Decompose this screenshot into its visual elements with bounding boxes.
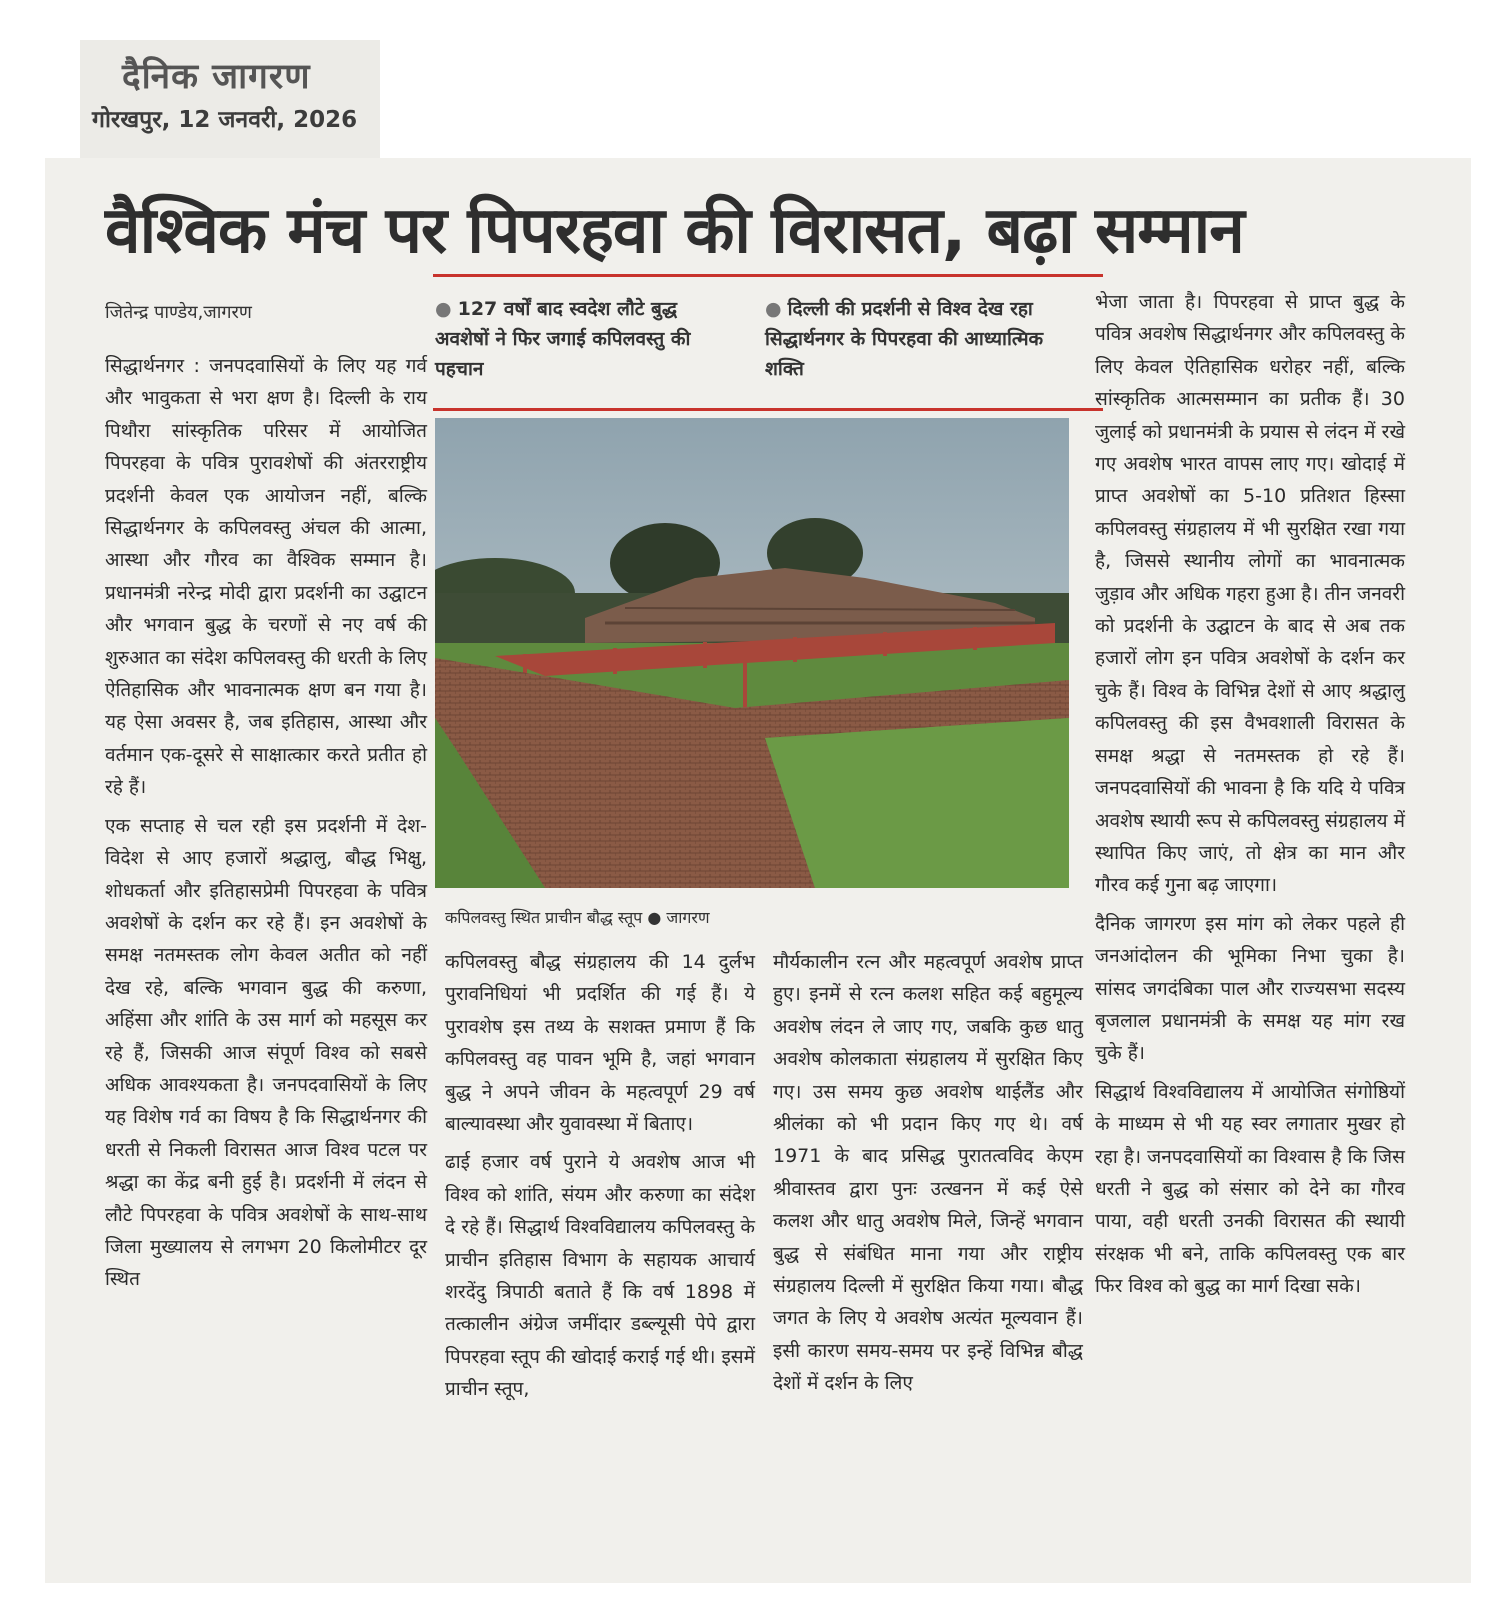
- paragraph: एक सप्ताह से चल रही इस प्रदर्शनी में देश-विदेश से आए हजारों श्रद्धालु, बौद्ध भिक्षु, शोधकर्ता और इतिहासप्रेमी पिपरहवा के पवित्र अवशेषों के दर्शन कर रहे हैं। इन अवशेषों के समक्ष नतमस्तक लोग केवल अतीत को नहीं देख रहे, बल्कि भगवान बुद्ध की करुणा, अहिंसा और शांति के उस मार्ग को महसूस कर रहे हैं, जिसकी आज संपूर्ण विश्व को सबसे अधिक आवश्यकता है। जनपदवासियों के लिए यह विशेष गर्व का विषय है कि सिद्धार्थनगर की धरती से निकली विरासत आज विश्व पटल पर श्रद्धा का केंद्र बनी हुई है। प्रदर्शनी में लंदन से लौटे पिपरहवा के पवित्र अवशेषों के साथ-साथ जिला मुख्यालय से लगभग 20 किलोमीटर दूर स्थित: [105, 814, 427, 1291]
- highlight-rule-bottom: [433, 408, 1103, 411]
- paragraph: भेजा जाता है। पिपरहवा से प्राप्त बुद्ध के पवित्र अवशेष सिद्धार्थनगर और कपिलवस्तु के लिए केवल ऐतिहासिक धरोहर नहीं, बल्कि सांस्कृतिक आत्मसम्मान का प्रतीक हैं। 30 जुलाई को प्रधानमंत्री के प्रयास से लंदन में रखे गए अवशेष भारत वापस लाए गए। खोदाई में प्राप्त अवशेषों का 5-10 प्रतिशत हिस्सा कपिलवस्तु संग्रहालय में भी सुरक्षित रखा गया है, जिससे स्थानीय लोगों का भावनात्मक जुड़ाव और अधिक गहरा हुआ है। तीन जनवरी को प्रदर्शनी के उद्घाटन के बाद से अब तक हजारों लोग इन पवित्र अवशेषों के दर्शन कर चुके हैं। विश्व के विभिन्न देशों से आए श्रद्धालु कपिलवस्तु की इस वैभवशाली विरासत के समक्ष श्रद्धा से नतमस्तक हो रहे हैं। जनपदवासियों की भावना है कि यदि ये पवित्र अवशेष स्थायी रूप से कपिलवस्तु संग्रहालय में स्थापित किए जाएं, तो क्षेत्र का मान और गौरव कई गुना बढ़ जाएगा।: [1095, 291, 1405, 897]
- bullet-icon: ●: [435, 298, 452, 320]
- article-column-4: [1095, 286, 1405, 1303]
- stupa-photo: [435, 418, 1069, 888]
- paragraph: दैनिक जागरण इस मांग को लेकर पहले ही जनआंदोलन की भूमिका निभा चुका है। सांसद जगदंबिका पाल और राज्यसभा सदस्य बृजलाल प्रधानमंत्री के समक्ष यह मांग रख चुके हैं।: [1095, 912, 1405, 1065]
- newspaper-name: दैनिक जागरण: [122, 57, 311, 97]
- bullet-icon: ●: [765, 298, 782, 320]
- paragraph: कपिलवस्तु बौद्ध संग्रहालय की 14 दुर्लभ पुरावनिधियां भी प्रदर्शित की गई हैं। ये पुरावशेष इस तथ्य के सशक्त प्रमाण हैं कि कपिलवस्तु वह पावन भूमि है, जहां भगवान बुद्ध ने अपने जीवन के महत्वपूर्ण 29 वर्ष बाल्यावस्था और युवावस्था में बिताए।: [445, 951, 755, 1136]
- headline: वैश्विक मंच पर पिपरहवा की विरासत, बढ़ा सम्मान: [105, 194, 1244, 268]
- article-column-2: [445, 946, 755, 1406]
- article-clipping: [45, 158, 1471, 1583]
- article-column-1: [105, 350, 427, 1296]
- paragraph: सिद्धार्थ विश्वविद्यालय में आयोजित संगोष्ठियों के माध्यम से भी यह स्वर लगातार मुखर हो रहा है। जनपदवासियों का विश्वास है कि जिस धरती ने बुद्ध को संसार को देने का गौरव पाया, वही धरती उनकी विरासत की स्थायी संरक्षक भी बने, ताकि कपिलवस्तु एक बार फिर विश्व को बुद्ध का मार्ग दिखा सके।: [1095, 1080, 1405, 1298]
- highlight-text: दिल्ली की प्रदर्शनी से विश्व देख रहा सिद्धार्थनगर के पिपरहवा की आध्यात्मिक शक्ति: [765, 298, 1044, 380]
- masthead: [80, 40, 380, 163]
- highlight-2: [765, 294, 1065, 384]
- highlight-rule-top: [433, 274, 1103, 277]
- photo-caption: कपिलवस्तु स्थित प्राचीन बौद्ध स्तूप ● जागरण: [445, 908, 710, 927]
- highlight-text: 127 वर्षों बाद स्वदेश लौटे बुद्ध अवशेषों ने फिर जगाई कपिलवस्तु की पहचान: [435, 298, 691, 380]
- byline: जितेन्द्र पाण्डेय,जागरण: [105, 302, 252, 323]
- paragraph: सिद्धार्थनगर : जनपदवासियों के लिए यह गर्व और भावुकता से भरा क्षण है। दिल्ली के राय पिथौरा सांस्कृतिक परिसर में आयोजित पिपरहवा के पवित्र पुरावशेषों की अंतरराष्ट्रीय प्रदर्शनी केवल एक आयोजन नहीं, बल्कि सिद्धार्थनगर के कपिलवस्तु अंचल की आत्मा, आस्था और गौरव का वैश्विक सम्मान है। प्रधानमंत्री नरेन्द्र मोदी द्वारा प्रदर्शनी का उद्घाटन और भगवान बुद्ध के चरणों से नए वर्ष की शुरुआत का संदेश कपिलवस्तु की धरती के लिए ऐतिहासिक और भावनात्मक क्षण बन गया है। यह ऐसा अवसर है, जब इतिहास, आस्था और वर्तमान एक-दूसरे से साक्षात्कार करते प्रतीत हो रहे हैं।: [105, 355, 427, 799]
- paragraph: मौर्यकालीन रत्न और महत्वपूर्ण अवशेष प्राप्त हुए। इनमें से रत्न कलश सहित कई बहुमूल्य अवशेष लंदन ले जाए गए, जबकि कुछ धातु अवशेष कोलकाता संग्रहालय में सुरक्षित किए गए। उस समय कुछ अवशेष थाईलैंड और श्रीलंका को भी प्रदान किए गए थे। वर्ष 1971 के बाद प्रसिद्ध पुरातत्वविद केएम श्रीवास्तव द्वारा पुनः उत्खनन में कई ऐसे कलश और धातु अवशेष मिले, जिन्हें भगवान बुद्ध से संबंधित माना गया और राष्ट्रीय संग्रहालय दिल्ली में सुरक्षित किया गया। बौद्ध जगत के लिए ये अवशेष अत्यंत मूल्यवान हैं। इसी कारण समय-समय पर इन्हें विभिन्न बौद्ध देशों में दर्शन के लिए: [773, 951, 1083, 1395]
- dateline: गोरखपुर, 12 जनवरी, 2026: [92, 107, 358, 133]
- highlight-1: [435, 294, 735, 384]
- article-column-3: [773, 946, 1083, 1400]
- paragraph: ढाई हजार वर्ष पुराने ये अवशेष आज भी विश्व को शांति, संयम और करुणा का संदेश दे रहे हैं। सिद्धार्थ विश्वविद्यालय कपिलवस्तु के प्राचीन इतिहास विभाग के सहायक आचार्य शरदेंदु त्रिपाठी बताते हैं कि वर्ष 1898 में तत्कालीन अंग्रेज जमींदार डब्ल्यूसी पेपे द्वारा पिपरहवा स्तूप की खोदाई कराई गई थी। इसमें प्राचीन स्तूप,: [445, 1151, 755, 1401]
